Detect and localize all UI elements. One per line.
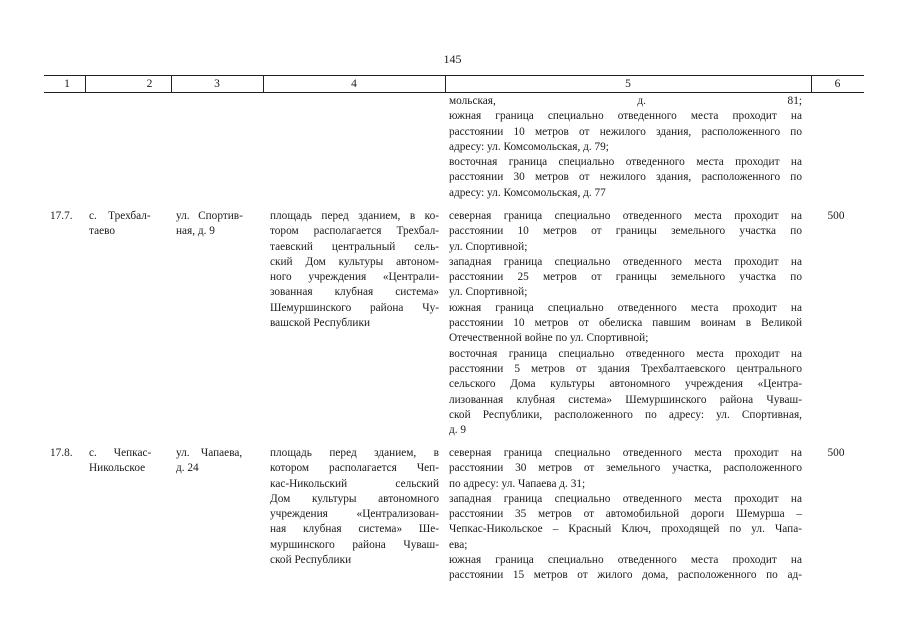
text-line: учреждения «Централизован- <box>270 508 439 521</box>
column-number-1: 1 <box>64 78 70 90</box>
text-line: ский Дом культуры автоном- <box>270 255 439 268</box>
area-cell: 500 <box>827 447 845 459</box>
text-line: расстоянии 5 метров от здания Трехбалтаевского центрального <box>449 362 802 375</box>
text-line: расстоянии 35 метров от автомобильной дороги Шемурша – <box>449 508 802 521</box>
text-line: котором располагается Чеп- <box>270 462 439 475</box>
text-line: кас-Никольский сельский <box>270 477 439 490</box>
text-line: ева; <box>449 538 468 551</box>
text-line: адресу: ул. Комсомольская, д. 77 <box>449 186 606 199</box>
text-line: с. Чепкас- <box>89 447 152 459</box>
text-line: ная, д. 9 <box>176 225 215 238</box>
continuation-boundaries-cell <box>449 94 802 201</box>
text-line: Отечественной войне по ул. Спортивной; <box>449 332 649 345</box>
place-description-cell <box>270 446 439 568</box>
text-line: ской Республики <box>270 554 352 567</box>
text-line: северная граница специально отведенного места проходит на <box>449 447 802 459</box>
text-line: таево <box>89 225 116 238</box>
text-line: по адресу: ул. Чапаева д. 31; <box>449 477 586 490</box>
column-number-4: 4 <box>351 78 357 90</box>
row-number-cell: 17.8. <box>50 447 73 459</box>
text-line: южная граница специально отведенного места проходит на <box>449 110 802 123</box>
text-line: расстоянии 10 метров от нежилого здания, расположенного по <box>449 125 802 138</box>
settlement-cell <box>89 209 157 240</box>
area-cell: 500 <box>827 210 845 222</box>
text-line: ного учреждения «Централи- <box>270 271 439 284</box>
text-line: Шемуршинского района Чу- <box>270 301 439 314</box>
text-line: западная граница специально отведенного места проходит на <box>449 492 802 505</box>
text-line: зованная клубная система» <box>270 286 439 299</box>
text-line: таевский центральный сель- <box>270 240 439 253</box>
text-line: южная граница специально отведенного места проходит на <box>449 301 802 314</box>
text-line: вашской Республики <box>270 317 371 330</box>
address-cell <box>176 209 258 240</box>
text-line: расстоянии 15 метров от жилого дома, расположенного по ад- <box>449 569 802 582</box>
text-line: Никольское <box>89 462 146 475</box>
text-line: муршинского района Чуваш- <box>270 538 439 551</box>
text-line: ная клубная система» Ше- <box>270 523 439 536</box>
text-line: Чепкас-Никольское – Красный Ключ, проходящей по ул. Чапа- <box>449 523 802 536</box>
text-line: расстоянии 30 метров от земельного участка, расположенного <box>449 462 802 475</box>
text-line: тором располагается Трехбал- <box>270 225 439 238</box>
text-line: восточная граница специально отведенного места проходит на <box>449 156 802 169</box>
text-line: расстоянии 30 метров от нежилого здания, расположенного по <box>449 171 802 184</box>
text-line: ской Республики, расположенного по адресу: ул. Спортивная, <box>449 408 802 421</box>
address-cell <box>176 446 258 477</box>
text-line: ул. Спортив- <box>176 210 243 222</box>
boundaries-cell <box>449 209 802 438</box>
place-description-cell <box>270 209 439 331</box>
text-line: западная граница специально отведенного места проходит на <box>449 255 802 268</box>
text-line: площадь перед зданием, в ко- <box>270 210 439 222</box>
column-number-2: 2 <box>146 78 153 90</box>
text-line: с. Трехбал- <box>89 210 151 222</box>
text-line: восточная граница специально отведенного места проходит на <box>449 347 802 360</box>
text-line: адресу: ул. Комсомольская, д. 79; <box>449 140 609 153</box>
text-line: расстоянии 10 метров от обелиска павшим воинам в Великой <box>449 317 802 330</box>
column-number-5: 5 <box>625 78 631 90</box>
text-line: д. 9 <box>449 424 467 437</box>
text-line: д. 24 <box>176 462 199 475</box>
text-line: северная граница специально отведенного места проходит на <box>449 210 802 222</box>
text-line: южная граница специально отведенного места проходит на <box>449 554 802 567</box>
table-header <box>44 75 864 93</box>
text-line: ул. Спортивной; <box>449 286 528 299</box>
column-number-3: 3 <box>214 78 220 90</box>
text-line: мольская, д. 81; <box>449 95 802 107</box>
text-line: ул. Спортивной; <box>449 240 528 253</box>
row-number-cell: 17.7. <box>50 210 73 222</box>
column-number-6: 6 <box>834 78 841 90</box>
text-line: расстоянии 10 метров от границы земельного участка по <box>449 225 802 238</box>
settlement-cell <box>89 446 157 477</box>
text-line: сельского Дома культуры автономного учреждения «Центра- <box>449 378 802 391</box>
boundaries-cell <box>449 446 802 584</box>
text-line: площадь перед зданием, в <box>270 447 439 459</box>
text-line: ул. Чапаева, <box>176 447 243 459</box>
page-number: 145 <box>443 52 462 66</box>
text-line: лизованная клубная система» Шемуршинского района Чуваш- <box>449 393 802 406</box>
text-line: Дом культуры автономного <box>270 492 439 505</box>
text-line: расстоянии 25 метров от границы земельного участка по <box>449 271 802 284</box>
